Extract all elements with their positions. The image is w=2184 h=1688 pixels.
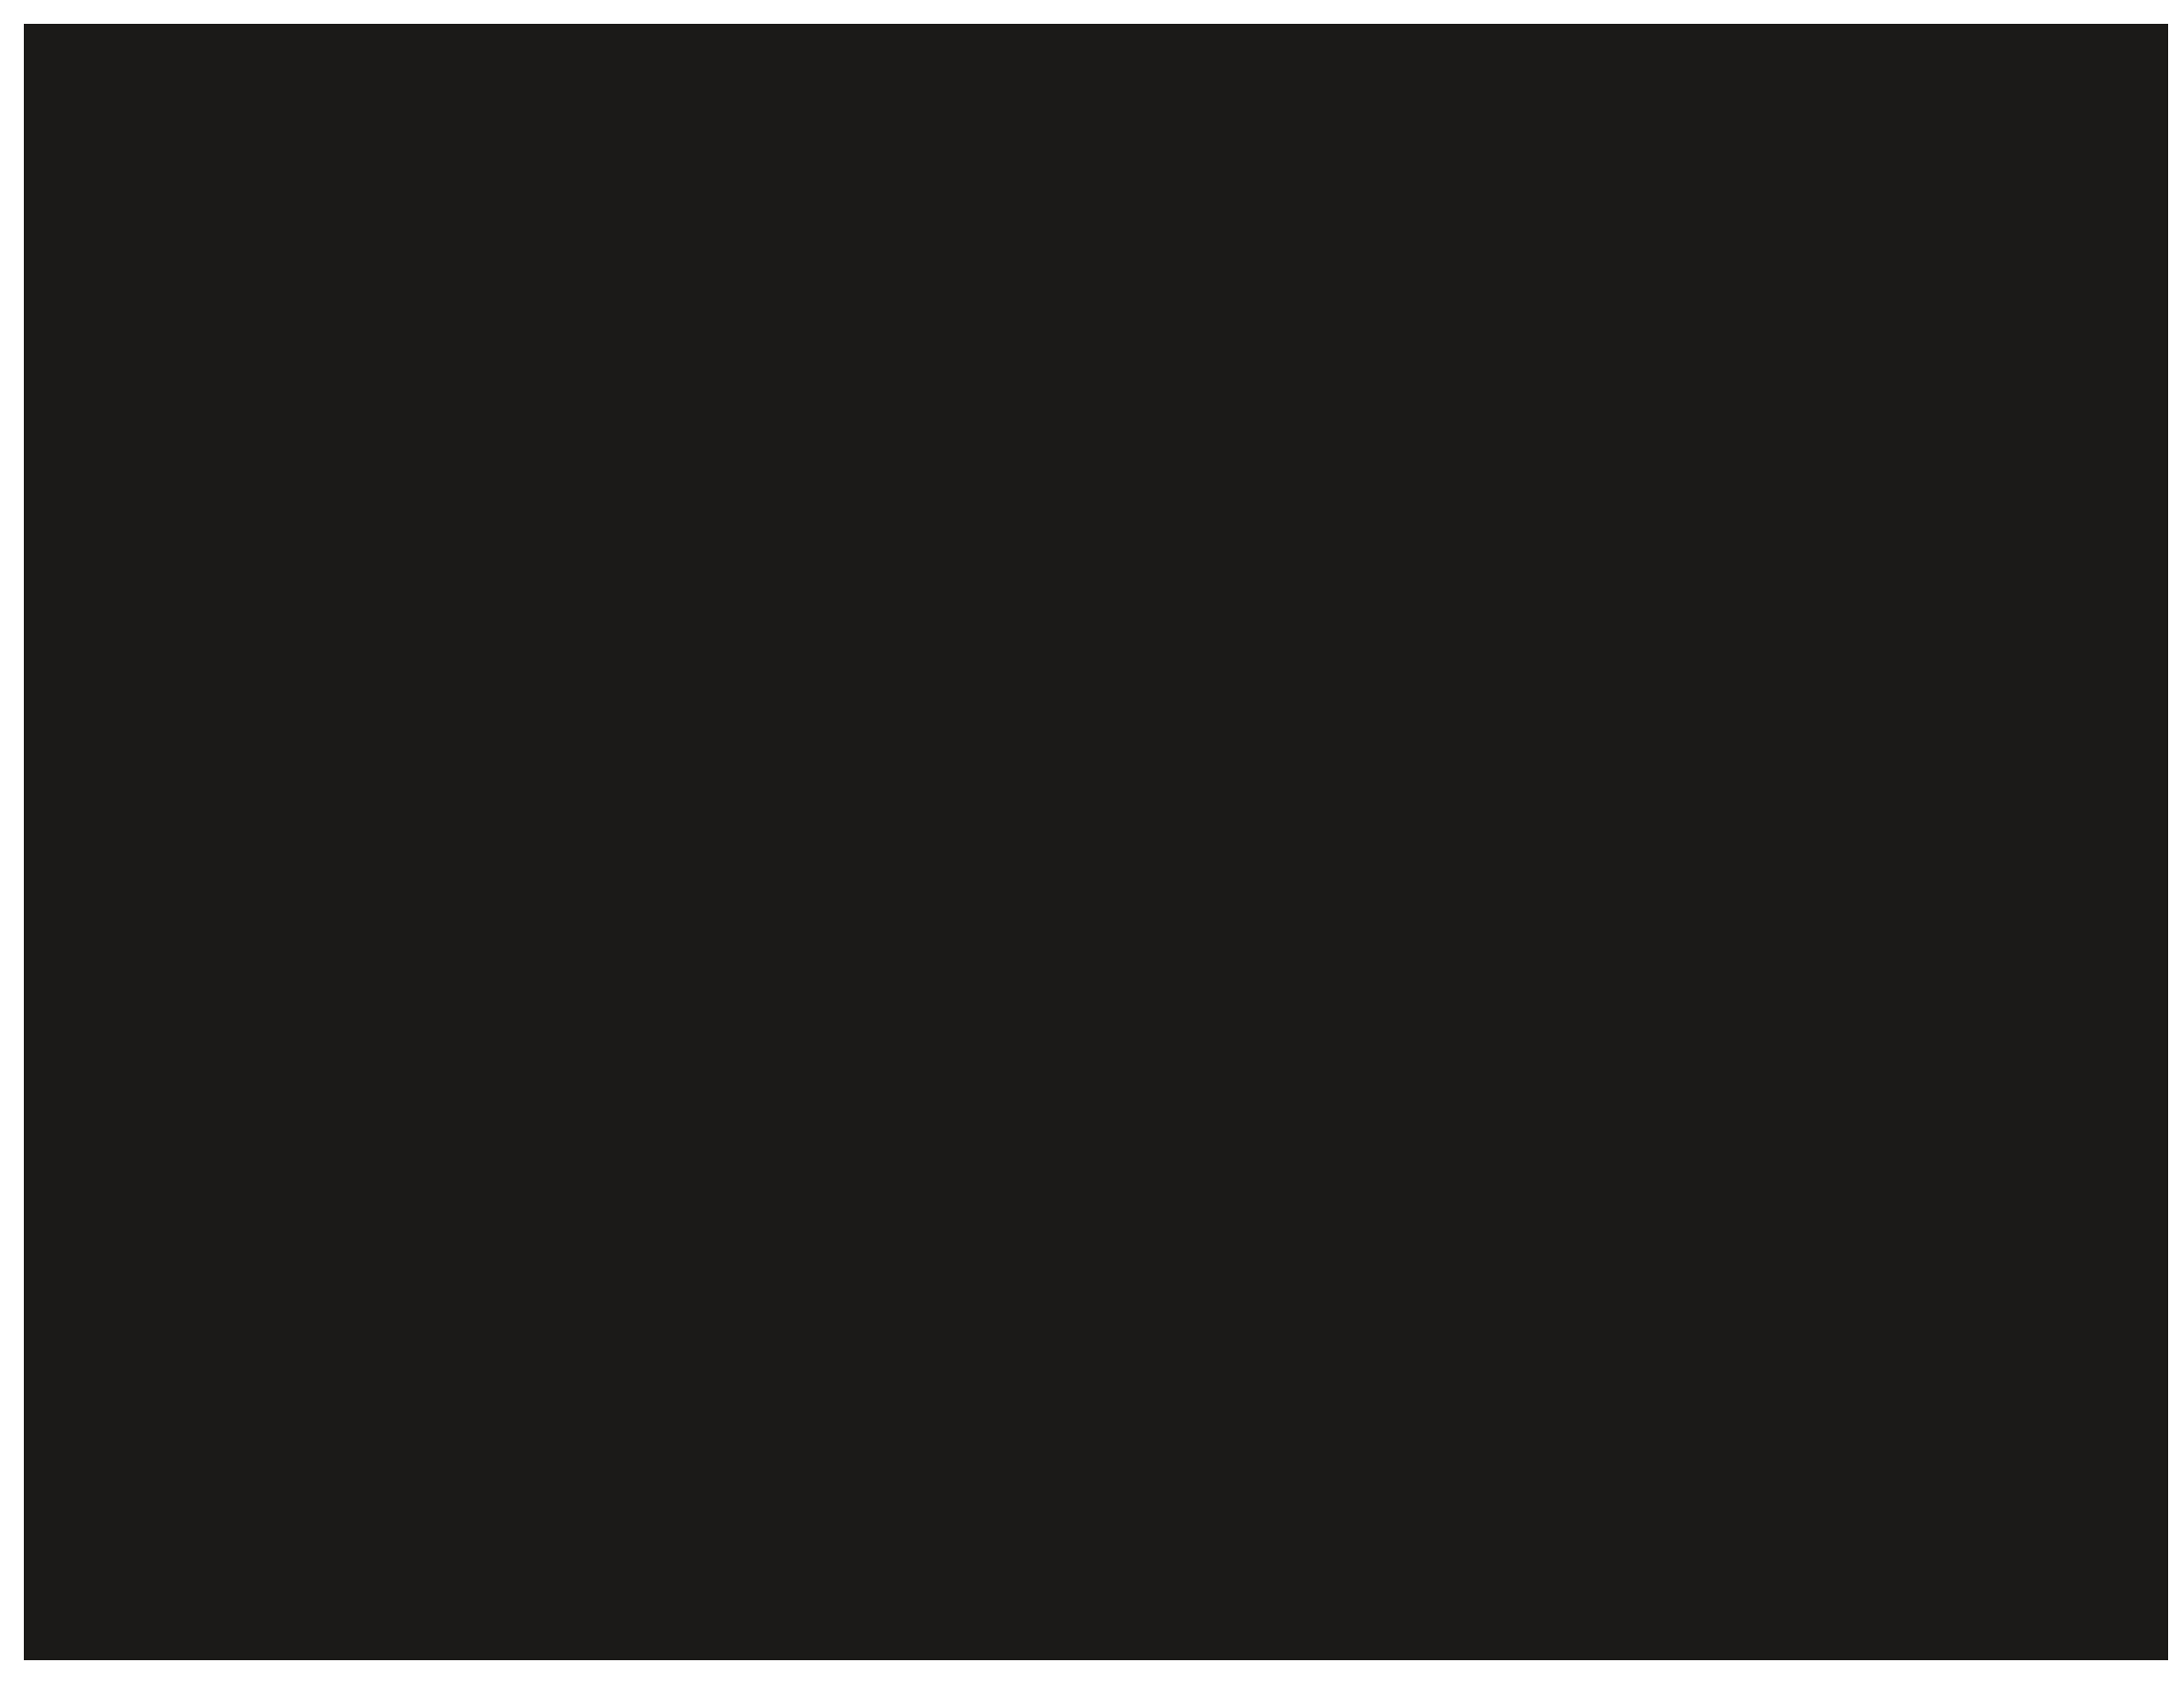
legislative-ballot bbox=[24, 24, 2168, 1660]
